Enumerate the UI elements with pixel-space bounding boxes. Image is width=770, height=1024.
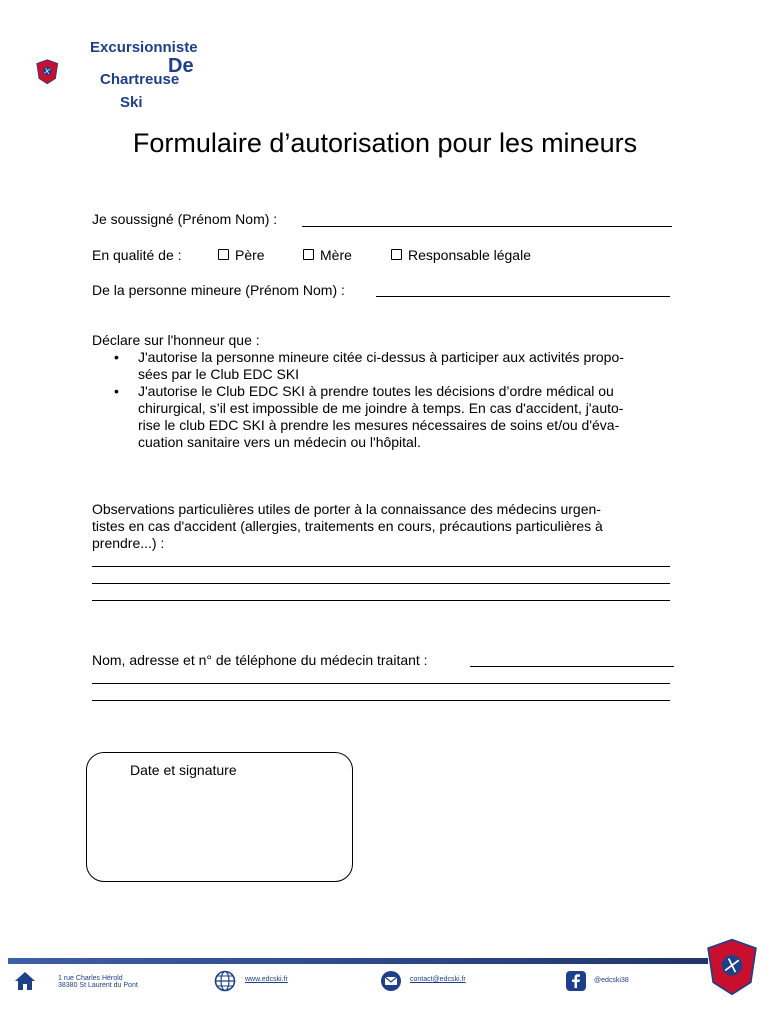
undersigned-label: Je soussigné (Prénom Nom) :	[92, 211, 278, 227]
declaration-intro: Déclare sur l'honneur que :	[92, 332, 260, 348]
option-guardian[interactable]	[391, 247, 531, 263]
observations-field-2[interactable]	[92, 583, 670, 584]
undersigned-field[interactable]	[302, 226, 672, 227]
logo-de: De	[168, 55, 194, 77]
declaration-item-2-line-2: chirurgical, s’il est impossible de me joindre à temps. En cas d'accident, j'auto-	[138, 400, 624, 416]
observations-line-2: tistes en cas d'accident (allergies, traitements en cours, précautions particulières à	[92, 518, 603, 534]
signature-label: Date et signature	[130, 762, 237, 778]
option-father-label: Père	[235, 247, 265, 263]
footer-logo-badge	[706, 938, 758, 996]
footer-address-line-2: 38380 St Laurent du Pont	[58, 982, 138, 989]
logo-line-3: Ski	[120, 94, 143, 111]
option-mother-label: Mère	[320, 247, 352, 263]
declaration-item-1-line-2: sées par le Club EDC SKI	[138, 366, 300, 382]
badge-icon	[37, 60, 58, 84]
mail-icon	[380, 970, 402, 992]
doctor-label: Nom, adresse et n° de téléphone du médecin traitant :	[92, 652, 428, 668]
observations-line-3: prendre...) :	[92, 535, 165, 551]
capacity-label: En qualité de :	[92, 247, 182, 263]
option-mother[interactable]	[303, 247, 352, 263]
footer-address	[58, 975, 138, 989]
facebook-handle: @edcski38	[594, 977, 629, 984]
email-link[interactable]: contact@edcski.fr	[410, 976, 466, 983]
club-logo	[36, 40, 96, 108]
website-link[interactable]: www.edcski.fr	[245, 976, 288, 983]
option-guardian-label: Responsable légale	[408, 247, 531, 263]
page-title: Formulaire d’autorisation pour les mineurs	[132, 128, 638, 158]
doctor-field-2[interactable]	[92, 683, 670, 684]
observations-block	[92, 501, 692, 552]
globe-icon	[214, 970, 236, 992]
list-item	[114, 349, 682, 383]
doctor-field-3[interactable]	[92, 700, 670, 701]
minor-field[interactable]	[376, 296, 670, 297]
declaration-item-1-line-1: • J'autorise la personne mineure citée ci-dessus à participer aux activités propo-	[138, 349, 624, 365]
declaration-item-2-line-3: rise le club EDC SKI à prendre les mesures nécessaires de soins et/ou d'éva-	[138, 417, 620, 433]
declaration-item-2-line-1: • J'autorise le Club EDC SKI à prendre toutes les décisions d’ordre médical ou	[138, 383, 614, 399]
declaration-item-2-line-4: cuation sanitaire vers un médecin ou l'hôpital.	[138, 434, 421, 450]
list-item	[114, 383, 682, 451]
option-father[interactable]	[218, 247, 265, 263]
minor-label: De la personne mineure (Prénom Nom) :	[92, 282, 345, 298]
observations-field-1[interactable]	[92, 566, 670, 567]
observations-line-1: Observations particulières utiles de porter à la connaissance des médecins urgen-	[92, 501, 601, 517]
logo-line-2: Chartreuse	[100, 71, 180, 88]
checkbox-mother[interactable]	[303, 249, 314, 260]
doctor-field-1[interactable]	[470, 666, 674, 667]
declaration-block	[92, 332, 682, 451]
observations-field-3[interactable]	[92, 600, 670, 601]
facebook-icon	[566, 971, 586, 991]
home-icon	[14, 971, 36, 991]
logo-line-1: Excursionniste	[90, 39, 198, 56]
checkbox-father[interactable]	[218, 249, 229, 260]
footer-bar	[8, 958, 708, 964]
checkbox-guardian[interactable]	[391, 249, 402, 260]
declaration-list	[114, 349, 682, 451]
footer-address-line-1: 1 rue Charles Hérold	[58, 975, 123, 982]
